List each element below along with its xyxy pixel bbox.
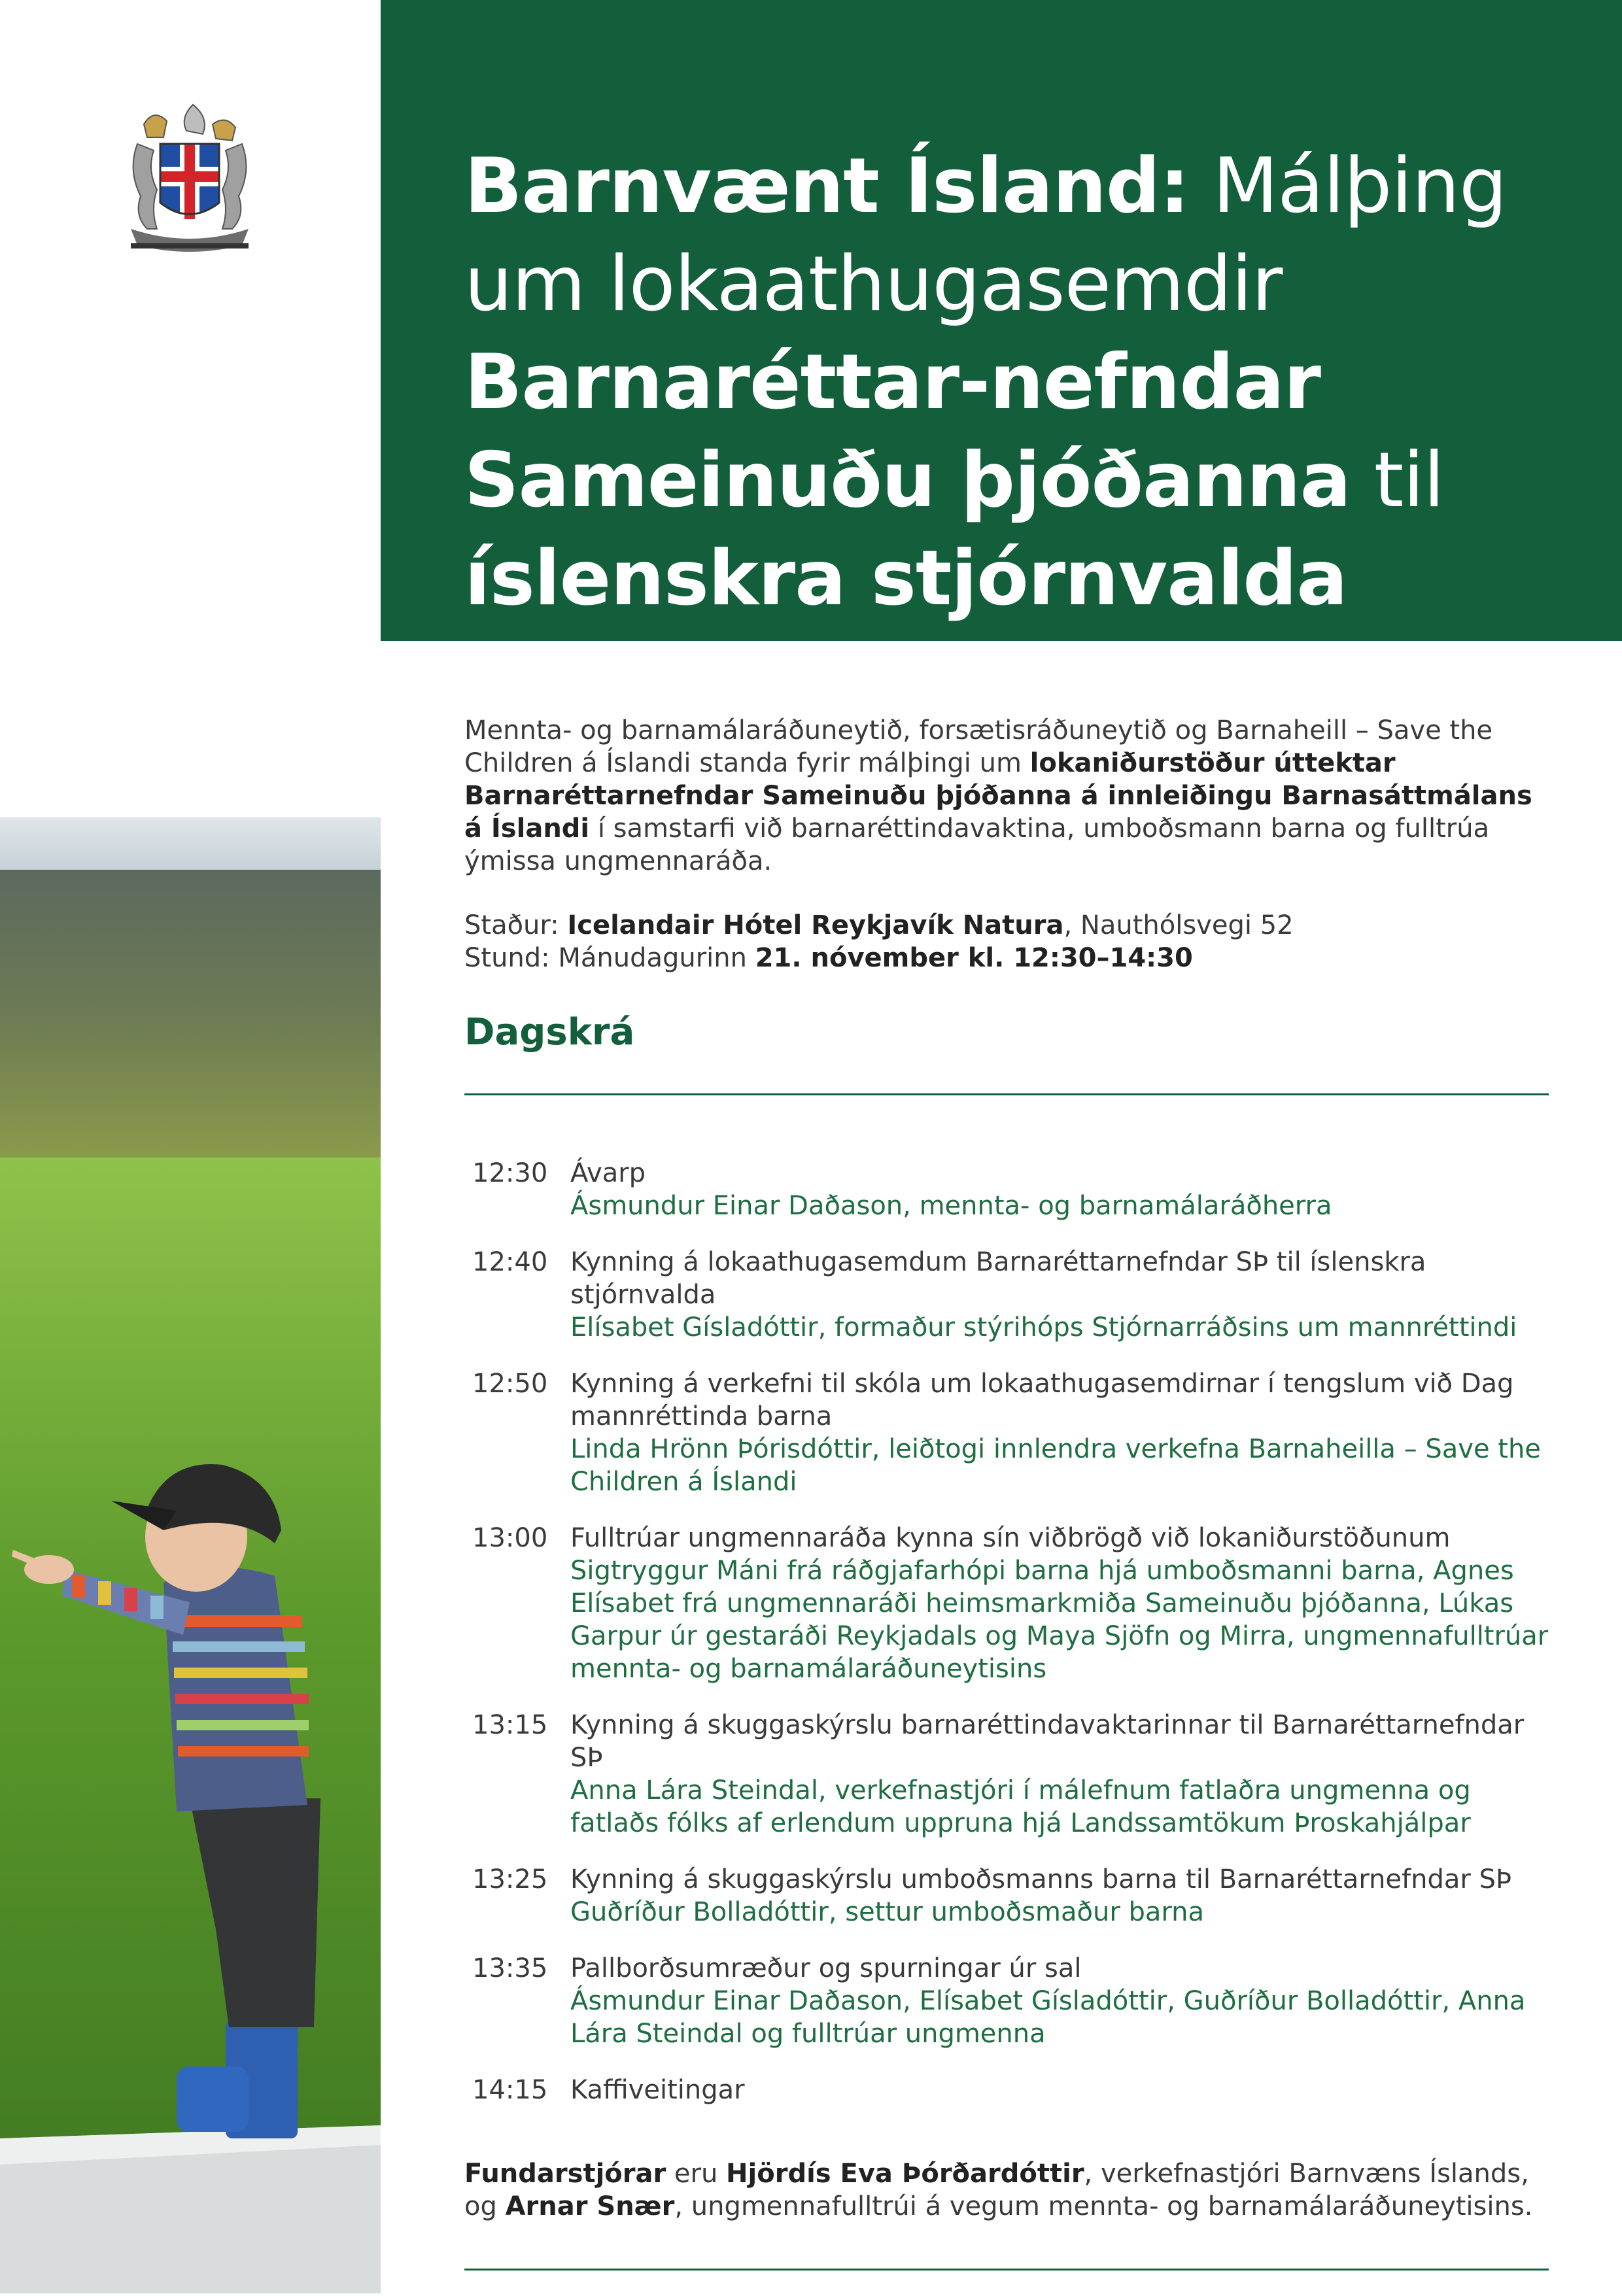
agenda-speaker: Sigtryggur Máni frá ráðgjafarhópi barna hjá umboðsmanni barna, Agnes Elísabet frá ungmennaráði heimsmarkmiða Sameinuðu þjóðanna, Lúkas Garpur úr gestaráði Reykjadals og Maya Sjöfn og Mirra, ungmennafulltrúar mennta- og barnamálaráðuneytisins <box>570 1556 1549 1684</box>
moderators-note <box>464 2157 1558 2223</box>
agenda-item <box>464 2074 1558 2106</box>
coat-of-arms-logo <box>118 98 262 255</box>
intro-bold-text: lokaniðurstöður úttektar Barnaréttarnefndar Sameinuðu þjóðanna á innleiðingu Barnasáttmálans á Íslandi <box>464 748 1532 844</box>
title-part: Málþing um lokaathugasemdir <box>464 142 1507 328</box>
intro-text-end: í samstarfi við barnaréttindavaktina, umboðsmann barna og fulltrúa ýmissa ungmennaráða. <box>464 814 1490 876</box>
agenda-item <box>464 1709 1558 1840</box>
main-content <box>464 714 1558 2270</box>
page-title <box>464 137 1570 628</box>
agenda-time: 12:50 <box>472 1369 548 1399</box>
divider <box>464 2269 1549 2270</box>
icelandic-coat-of-arms-icon <box>118 98 262 255</box>
time-value: 21. nóvember kl. 12:30–14:30 <box>755 943 1193 973</box>
title-banner <box>381 0 1622 641</box>
moderators-text: , ungmennafulltrúi á vegum mennta- og barnamálaráðuneytisins. <box>674 2191 1533 2221</box>
agenda-time: 12:30 <box>472 1158 548 1188</box>
agenda-speaker: Guðríður Bolladóttir, settur umboðsmaður barna <box>570 1897 1205 1927</box>
agenda-time: 13:00 <box>472 1523 548 1553</box>
agenda-speaker: Ásmundur Einar Daðason, mennta- og barnamálaráðherra <box>570 1191 1332 1221</box>
agenda-item <box>464 1522 1558 1685</box>
agenda-item <box>464 1246 1558 1344</box>
agenda-title: Kynning á skuggaskýrslu barnaréttindavaktarinnar til Barnaréttarnefndar SÞ <box>570 1710 1525 1773</box>
agenda-list <box>464 1157 1558 2106</box>
agenda-speaker: Linda Hrönn Þórisdóttir, leiðtogi innlendra verkefna Barnaheilla – Save the Children á Íslandi <box>570 1434 1541 1497</box>
moderators-text: eru <box>666 2159 727 2189</box>
event-meta <box>464 909 1558 974</box>
agenda-title: Pallborðsumræður og spurningar úr sal <box>570 1953 1082 1983</box>
agenda-title: Ávarp <box>570 1158 646 1188</box>
agenda-time: 13:35 <box>472 1953 548 1983</box>
agenda-speaker: Elísabet Gísladóttir, formaður stýrihóps Stjórnarráðsins um mannréttindi <box>570 1312 1517 1343</box>
agenda-title: Kynning á lokaathugasemdum Barnaréttarnefndar SÞ til íslenskra stjórnvalda <box>570 1247 1426 1310</box>
agenda-item <box>464 1863 1558 1928</box>
moderators-text: , verkefnastjóri Barnvæns Íslands, og <box>464 2159 1529 2221</box>
agenda-heading: Dagskrá <box>464 1011 635 1054</box>
agenda-speaker: Anna Lára Steindal, verkefnastjóri í málefnum fatlaðra ungmenna og fatlaðs fólks af erlendum uppruna hjá Landssamtökum Þroskahjálpar <box>570 1775 1471 1838</box>
divider <box>464 1093 1549 1095</box>
agenda-item <box>464 1367 1558 1498</box>
place-address: , Nauthólsvegi 52 <box>1063 910 1294 940</box>
agenda-time: 14:15 <box>472 2075 548 2105</box>
agenda-item <box>464 1157 1558 1222</box>
title-part: Barnaréttar-nefndar Sameinuðu þjóðanna <box>464 338 1351 524</box>
agenda-item <box>464 1952 1558 2050</box>
place-label: Staður: <box>464 910 568 940</box>
moderators-label: Fundarstjórar <box>464 2159 666 2189</box>
agenda-title: Kynning á skuggaskýrslu umboðsmanns barna til Barnaréttarnefndar SÞ <box>570 1864 1512 1894</box>
place-value: Icelandair Hótel Reykjavík Natura <box>567 910 1064 940</box>
agenda-time: 13:25 <box>472 1864 548 1894</box>
agenda-time: 13:15 <box>472 1710 548 1740</box>
agenda-time: 12:40 <box>472 1247 548 1277</box>
agenda-title: Kynning á verkefni til skóla um lokaathugasemdirnar í tengslum við Dag mannréttinda barna <box>570 1369 1514 1431</box>
agenda-speaker: Ásmundur Einar Daðason, Elísabet Gísladóttir, Guðríður Bolladóttir, Anna Lára Steindal og fulltrúar ungmenna <box>570 1986 1526 2049</box>
title-part: til <box>1350 436 1444 524</box>
title-part: Barnvænt Ísland: <box>464 142 1190 230</box>
moderator-name: Hjördís Eva Þórðardóttir <box>726 2159 1084 2189</box>
intro-text: Mennta- og barnamálaráðuneytið, forsætisráðuneytið og Barnaheill – Save the Children á Íslandi standa fyrir málþingi um <box>464 715 1493 778</box>
time-label: Stund: Mánudagurinn <box>464 943 755 973</box>
title-part: íslenskra stjórnvalda <box>464 534 1347 623</box>
child-pointing-photo <box>0 817 381 2293</box>
moderator-name: Arnar Snær <box>505 2191 675 2221</box>
agenda-title: Fulltrúar ungmennaráða kynna sín viðbrögð við lokaniðurstöðunum <box>570 1523 1451 1553</box>
intro-paragraph <box>464 714 1558 878</box>
agenda-title: Kaffiveitingar <box>570 2075 745 2105</box>
